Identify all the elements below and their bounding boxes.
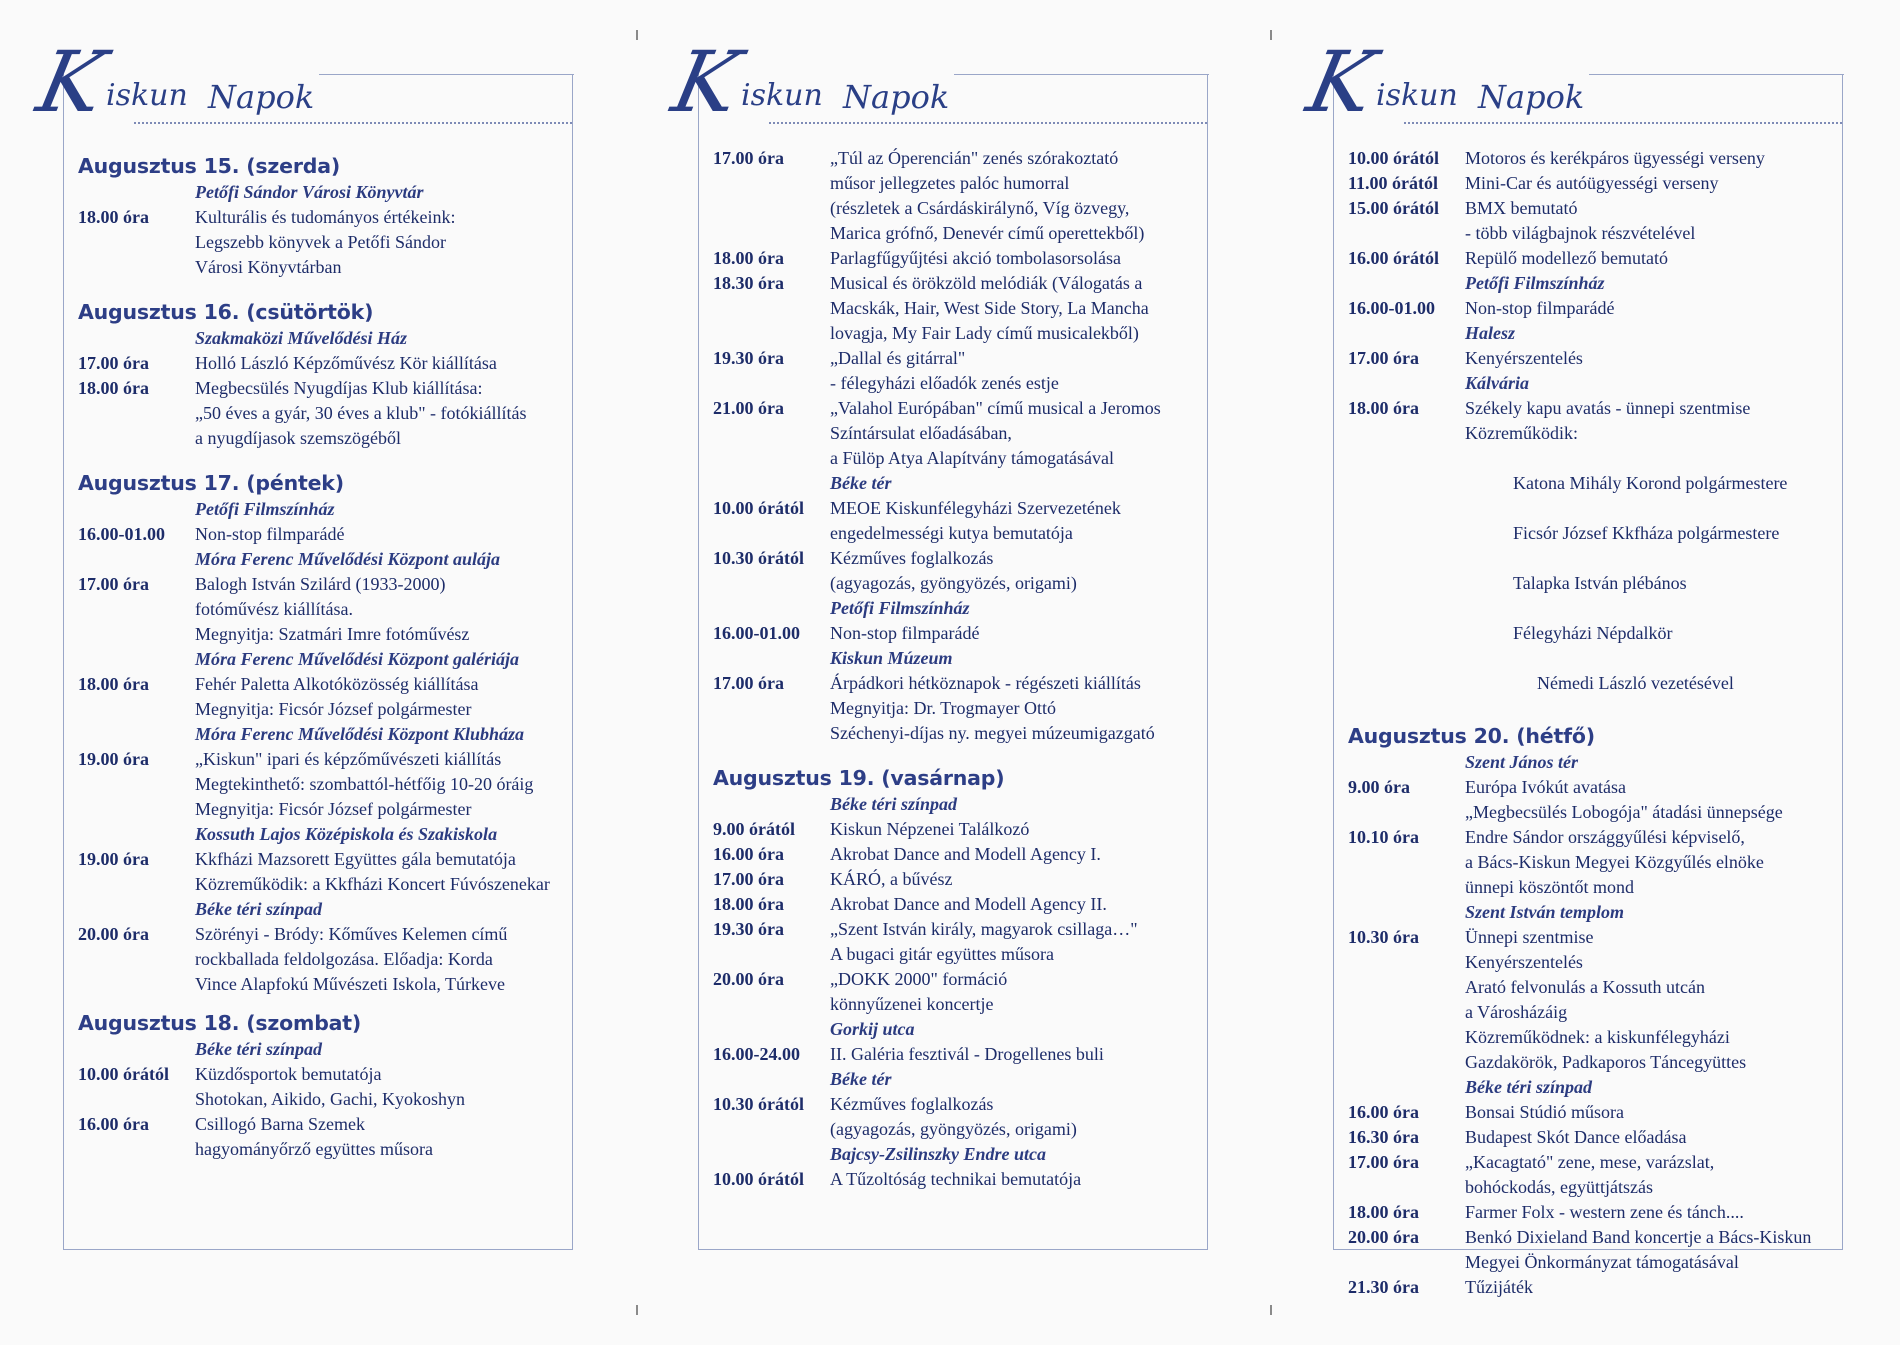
venue: Kiskun Múzeum [830, 648, 953, 668]
logo-word-napok: Napok [1478, 78, 1585, 116]
event-time: 17.00 óra [713, 148, 784, 168]
event-time: 10.00 órától [713, 498, 804, 518]
event-row [1348, 396, 1830, 446]
event-desc: „DOKK 2000" formáció könnyűzenei koncertje [830, 969, 1008, 1014]
event-desc: Ünnepi szentmise Kenyérszentelés Arató felvonulás a Kossuth utcán a Városházáig Közreműködnek: a kiskunfélegyházi Gazdakörök, Padkaporos Táncegyüttes [1465, 927, 1747, 1072]
event-time: 9.00 órától [713, 819, 795, 839]
event-time: 17.00 óra [78, 574, 149, 594]
logo-letter-k: K [664, 33, 749, 131]
event-time: 17.00 óra [713, 673, 784, 693]
event-row [713, 246, 1195, 271]
venue: Petőfi Filmszínház [195, 499, 335, 519]
venue: Petőfi Sándor Városi Könyvtár [195, 182, 424, 202]
event-desc: Benkó Dixieland Band koncertje a Bács-Kiskun Megyei Önkormányzat támogatásával [1465, 1227, 1812, 1272]
venue: Szent János tér [1465, 752, 1579, 772]
event-desc: Bonsai Stúdió műsora [1465, 1102, 1625, 1122]
event-row [1348, 246, 1830, 271]
schedule-list [713, 146, 1195, 1192]
event-time: 18.00 óra [713, 894, 784, 914]
event-time: 15.00 órától [1348, 198, 1439, 218]
program-column-3 [1299, 33, 1843, 1297]
event-time: 17.00 óra [78, 353, 149, 373]
event-row [713, 917, 1195, 967]
event-row [1348, 296, 1830, 321]
dotted-divider [1404, 122, 1842, 124]
event-row [713, 842, 1195, 867]
event-time: 20.00 óra [713, 969, 784, 989]
event-time: 18.00 óra [1348, 1202, 1419, 1222]
event-time: 17.00 óra [1348, 348, 1419, 368]
event-row [1348, 775, 1830, 825]
frame-top [1589, 74, 1844, 75]
event-row [713, 146, 1195, 246]
logo-word-napok: Napok [843, 78, 950, 116]
participant: Talapka István plébános [1513, 573, 1687, 593]
event-time: 18.00 óra [1348, 398, 1419, 418]
event-row [713, 271, 1195, 346]
event-time: 20.00 óra [78, 924, 149, 944]
event-row [78, 922, 560, 997]
event-time: 16.00 óra [78, 1114, 149, 1134]
fold-mark [636, 30, 638, 40]
event-time: 19.30 óra [713, 919, 784, 939]
event-time: 16.00-01.00 [713, 623, 800, 643]
venue: Kálvária [1465, 373, 1530, 393]
event-row [1348, 1200, 1830, 1225]
event-row [78, 205, 560, 280]
event-desc: Székely kapu avatás - ünnepi szentmise Közreműködik: [1465, 398, 1751, 443]
event-time: 19.00 óra [78, 749, 149, 769]
venue: Móra Ferenc Művelődési Központ aulája [195, 549, 501, 569]
event-row [1348, 1275, 1830, 1300]
day-heading: Augusztus 16. (csütörtök) [78, 300, 374, 324]
logo-letter-k: K [29, 33, 114, 131]
event-desc: „Kiskun" ipari és képzőművészeti kiállítás Megtekinthető: szombattól-hétfőig 10-20 óráig Megnyitja: Ficsór József polgármester [195, 749, 534, 819]
event-time: 9.00 óra [1348, 777, 1410, 797]
event-row [713, 867, 1195, 892]
event-desc: Holló László Képzőművész Kör kiállítása [195, 353, 497, 373]
event-desc: Endre Sándor országgyűlési képviselő, a Bács-Kiskun Megyei Közgyűlés elnöke ünnepi köszöntőt mond [1465, 827, 1764, 897]
day-heading: Augusztus 20. (hétfő) [1348, 724, 1595, 748]
event-row [713, 967, 1195, 1017]
event-desc: Non-stop filmparádé [1465, 298, 1615, 318]
event-time: 17.00 óra [713, 869, 784, 889]
event-time: 21.30 óra [1348, 1277, 1419, 1297]
event-desc: Fehér Paletta Alkotóközösség kiállítása Megnyitja: Ficsór József polgármester [195, 674, 479, 719]
participant: Ficsór József Kkfháza polgármestere [1513, 523, 1780, 543]
event-desc: „Túl az Óperencián" zenés szórakoztató műsor jellegzetes palóc humorral (részletek a Csárdáskirálynő, Víg özvegy, Marica grófnő, Denevér című operettekből) [830, 148, 1145, 243]
event-row [713, 1092, 1195, 1142]
schedule-list [1348, 146, 1830, 1300]
event-desc: BMX bemutató - több világbajnok részvételével [1465, 198, 1696, 243]
event-row [713, 817, 1195, 842]
event-desc: Európa Ivókút avatása „Megbecsülés Lobogója" átadási ünnepsége [1465, 777, 1783, 822]
event-time: 10.30 órától [713, 548, 804, 568]
venue: Béke téri színpad [195, 1039, 323, 1059]
participant: Katona Mihály Korond polgármestere [1513, 473, 1788, 493]
event-desc: Motoros és kerékpáros ügyességi verseny [1465, 148, 1765, 168]
event-row [1348, 146, 1830, 171]
event-desc: „Szent István király, magyarok csillaga…" A bugaci gitár együttes műsora [830, 919, 1138, 964]
event-row [713, 621, 1195, 646]
fold-mark [1270, 1305, 1272, 1315]
event-desc: Repülő modellező bemutató [1465, 248, 1668, 268]
venue: Gorkij utca [830, 1019, 915, 1039]
event-desc: II. Galéria fesztivál - Drogellenes buli [830, 1044, 1104, 1064]
event-row [713, 1042, 1195, 1067]
event-time: 10.00 órától [78, 1064, 169, 1084]
venue: Petőfi Filmszínház [830, 598, 970, 618]
event-desc: Küzdősportok bemutatója Shotokan, Aikido, Gachi, Kyokoshyn [195, 1064, 465, 1109]
event-row [1348, 1100, 1830, 1125]
program-column-2 [664, 33, 1208, 1250]
event-row [78, 351, 560, 376]
event-time: 10.10 óra [1348, 827, 1419, 847]
event-row [78, 522, 560, 547]
event-row [78, 1062, 560, 1112]
event-row [713, 892, 1195, 917]
event-desc: Non-stop filmparádé [195, 524, 345, 544]
logo-word-iskun: iskun [106, 78, 188, 113]
event-row [713, 496, 1195, 546]
event-time: 10.00 órától [713, 1169, 804, 1189]
event-row [78, 572, 560, 647]
venue: Béke tér [830, 473, 892, 493]
event-row [1348, 171, 1830, 196]
event-desc: Kkfházi Mazsorett Együttes gála bemutatója Közreműködik: a Kkfházi Koncert Fúvószenekar [195, 849, 550, 894]
event-time: 16.00 óra [1348, 1102, 1419, 1122]
dotted-divider [134, 122, 572, 124]
program-column-1 [29, 33, 573, 1250]
fold-mark [636, 1305, 638, 1315]
event-desc: Non-stop filmparádé [830, 623, 980, 643]
event-desc: MEOE Kiskunfélegyházi Szervezetének engedelmességi kutya bemutatója [830, 498, 1121, 543]
logo-word-napok: Napok [208, 78, 315, 116]
day-heading: Augusztus 18. (szombat) [78, 1011, 362, 1035]
venue: Kossuth Lajos Középiskola és Szakiskola [195, 824, 498, 844]
event-row [1348, 1125, 1830, 1150]
event-time: 18.00 óra [78, 378, 149, 398]
event-row [78, 376, 560, 451]
event-row [78, 1112, 560, 1162]
event-time: 11.00 órától [1348, 173, 1438, 193]
event-row [713, 1167, 1195, 1192]
event-desc: Szörényi - Bródy: Kőműves Kelemen című rockballada feldolgozása. Előadja: Korda Vince Alapfokú Művészeti Iskola, Túrkeve [195, 924, 508, 994]
event-desc: Parlagfűgyűjtési akció tombolasorsolása [830, 248, 1121, 268]
event-time: 19.30 óra [713, 348, 784, 368]
event-time: 10.30 órától [713, 1094, 804, 1114]
event-time: 17.00 óra [1348, 1152, 1419, 1172]
logo-letter-k: K [1299, 33, 1384, 131]
event-row [713, 346, 1195, 396]
event-time: 18.30 óra [713, 273, 784, 293]
event-desc: Mini-Car és autóügyességi verseny [1465, 173, 1719, 193]
venue: Petőfi Filmszínház [1465, 273, 1605, 293]
logo-word-iskun: iskun [1376, 78, 1458, 113]
event-desc: Megbecsülés Nyugdíjas Klub kiállítása: „50 éves a gyár, 30 éves a klub" - fotókiállítás a nyugdíjasok szemszögéből [195, 378, 527, 448]
venue: Béke téri színpad [195, 899, 323, 919]
event-time: 20.00 óra [1348, 1227, 1419, 1247]
venue: Béke téri színpad [830, 794, 958, 814]
event-row [713, 396, 1195, 471]
dotted-divider [769, 122, 1207, 124]
event-time: 10.30 óra [1348, 927, 1419, 947]
event-desc: Balogh István Szilárd (1933-2000) fotóművész kiállítása. Megnyitja: Szatmári Imre fotóművész [195, 574, 470, 644]
event-desc: „Valahol Európában" című musical a Jeromos Színtársulat előadásában, a Fülöp Atya Alapítvány támogatásával [830, 398, 1161, 468]
event-time: 18.00 óra [713, 248, 784, 268]
event-time: 18.00 óra [78, 674, 149, 694]
event-desc: Kézműves foglalkozás (agyagozás, gyöngyözés, origami) [830, 548, 1077, 593]
kiskun-napok-logo [664, 33, 975, 132]
event-row [1348, 1225, 1830, 1275]
frame-top [319, 74, 574, 75]
event-desc: Kézműves foglalkozás (agyagozás, gyöngyözés, origami) [830, 1094, 1077, 1139]
event-row [1348, 1150, 1830, 1200]
event-time: 19.00 óra [78, 849, 149, 869]
participant-list [1348, 446, 1830, 696]
event-time: 16.00 órától [1348, 248, 1439, 268]
logo-word-iskun: iskun [741, 78, 823, 113]
event-row [1348, 196, 1830, 246]
event-row [1348, 825, 1830, 900]
event-desc: Akrobat Dance and Modell Agency I. [830, 844, 1101, 864]
event-row [78, 672, 560, 722]
event-time: 16.00 óra [713, 844, 784, 864]
venue: Szent István templom [1465, 902, 1625, 922]
fold-mark [1270, 30, 1272, 40]
kiskun-napok-logo [29, 33, 340, 132]
schedule-list [78, 150, 560, 1162]
venue: Móra Ferenc Művelődési Központ galériája [195, 649, 520, 669]
frame-top [954, 74, 1209, 75]
participant: Némedi László vezetésével [1537, 673, 1734, 693]
event-desc: „Kacagtató" zene, mese, varázslat, bohóckodás, együttjátszás [1465, 1152, 1715, 1197]
venue: Móra Ferenc Művelődési Központ Klubháza [195, 724, 525, 744]
event-time: 16.30 óra [1348, 1127, 1419, 1147]
event-desc: Musical és örökzöld melódiák (Válogatás a Macskák, Hair, West Side Story, La Mancha lovagja, My Fair Lady című musicalekből) [830, 273, 1149, 343]
event-desc: Kiskun Népzenei Találkozó [830, 819, 1030, 839]
event-row [713, 671, 1195, 746]
event-time: 18.00 óra [78, 207, 149, 227]
venue: Béke tér [830, 1069, 892, 1089]
event-time: 21.00 óra [713, 398, 784, 418]
event-desc: Budapest Skót Dance előadása [1465, 1127, 1687, 1147]
venue: Béke téri színpad [1465, 1077, 1593, 1097]
event-desc: KÁRÓ, a bűvész [830, 869, 953, 889]
venue: Szakmaközi Művelődési Ház [195, 328, 408, 348]
event-desc: „Dallal és gitárral" - félegyházi előadók zenés estje [830, 348, 1059, 393]
event-time: 16.00-24.00 [713, 1044, 800, 1064]
event-time: 16.00-01.00 [78, 524, 165, 544]
venue: Halesz [1465, 323, 1516, 343]
event-row [78, 747, 560, 822]
participant: Félegyházi Népdalkör [1513, 623, 1673, 643]
event-desc: Kulturális és tudományos értékeink: Legszebb könyvek a Petőfi Sándor Városi Könyvtárban [195, 207, 456, 277]
event-row [1348, 925, 1830, 1075]
day-heading: Augusztus 19. (vasárnap) [713, 766, 1005, 790]
event-desc: A Tűzoltóság technikai bemutatója [830, 1169, 1082, 1189]
event-time: 16.00-01.00 [1348, 298, 1435, 318]
event-time: 10.00 órától [1348, 148, 1439, 168]
day-heading: Augusztus 17. (péntek) [78, 471, 344, 495]
event-desc: Csillogó Barna Szemek hagyományőrző együttes műsora [195, 1114, 433, 1159]
kiskun-napok-logo [1299, 33, 1610, 132]
event-row [713, 546, 1195, 596]
event-row [78, 847, 560, 897]
day-heading: Augusztus 15. (szerda) [78, 154, 341, 178]
event-desc: Kenyérszentelés [1465, 348, 1583, 368]
event-desc: Tűzijáték [1465, 1277, 1533, 1297]
event-desc: Árpádkori hétköznapok - régészeti kiállítás Megnyitja: Dr. Trogmayer Ottó Széchenyi-díjas ny. megyei múzeumigazgató [830, 673, 1155, 743]
event-desc: Akrobat Dance and Modell Agency II. [830, 894, 1107, 914]
venue: Bajcsy-Zsilinszky Endre utca [830, 1144, 1047, 1164]
event-row [1348, 346, 1830, 371]
event-desc: Farmer Folx - western zene és tánch.... [1465, 1202, 1744, 1222]
